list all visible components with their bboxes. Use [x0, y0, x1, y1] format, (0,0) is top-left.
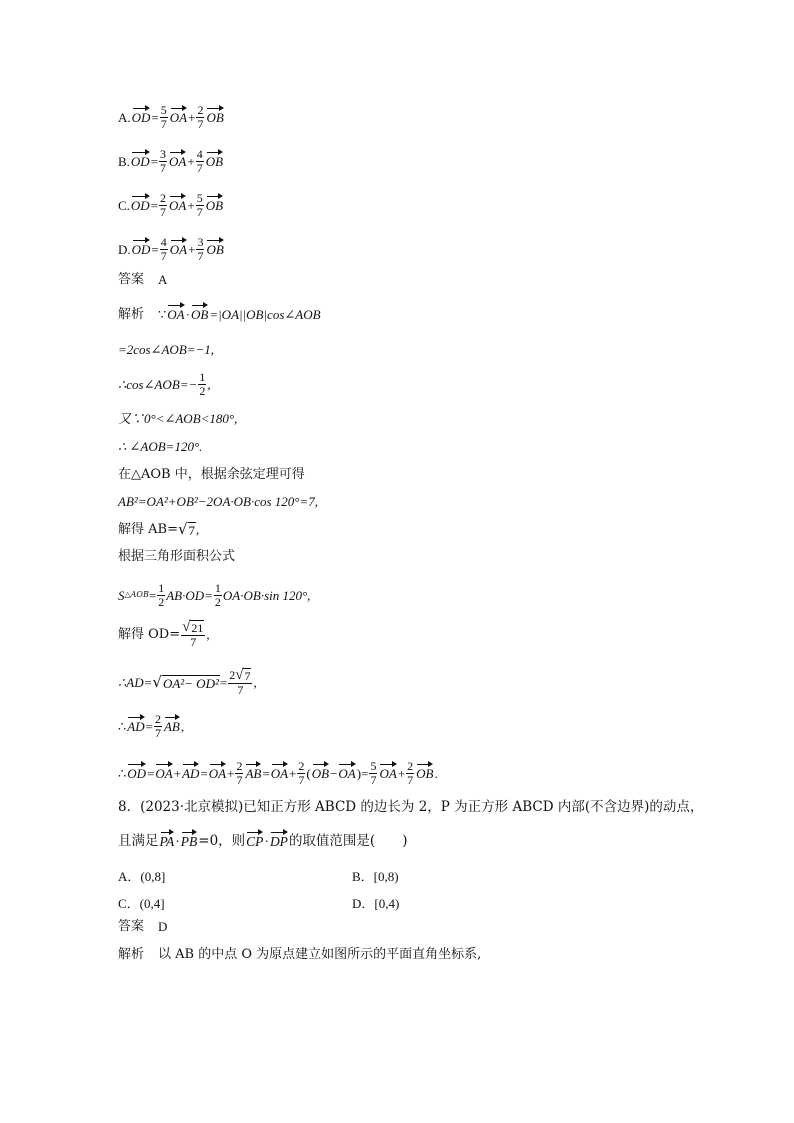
fraction: $\frac{1}{2}$	[214, 581, 221, 609]
vector-ad: AD	[127, 718, 145, 734]
fraction: $\frac{2}{7}$	[154, 712, 161, 740]
solution-line-8: 解得 AB= √ 7 ,	[118, 520, 200, 538]
vector-oa: OA	[169, 153, 187, 169]
option-c: C. OD = $\frac{2}{7}$ OA + $\frac{5}{7}$ OB	[118, 191, 224, 219]
fraction: $\frac{5}{7}$	[160, 103, 167, 131]
fraction: $\frac{1}{2}$	[199, 370, 206, 398]
vector-ob: OB	[205, 197, 224, 213]
vector-od: OD	[130, 197, 150, 213]
fraction: √ 21 7	[182, 619, 204, 649]
solution-line-12: ∴AD= √ OA²− OD² = 2 √ 7 7 ,	[118, 667, 257, 697]
solution-label: 解析	[118, 307, 145, 322]
problem-8-option-c: C．(0,4]	[118, 896, 165, 911]
solution-line-1: 解析 ∵ OA · OB =|OA||OB|cos∠AOB	[118, 307, 321, 322]
answer-value: D	[158, 919, 168, 934]
answer-label: 答案	[118, 272, 145, 287]
vector-ob: OB	[205, 153, 224, 169]
fraction: $\frac{3}{7}$	[160, 147, 167, 175]
answer-label: 答案	[118, 919, 145, 934]
solution-line-6: 在△AOB 中，根据余弦定理可得	[118, 467, 305, 482]
vector-oa: OA	[169, 241, 188, 257]
option-d-label: D.	[118, 241, 131, 257]
solution-line-14: ∴ OD = OA + AD = OA + $\frac{2}{7}$ AB = OA + $\frac{2}{7}$ ( OB − OA )= $\frac{5}{7}$ OA + $\frac{2}{7}$ OB .	[118, 759, 438, 787]
fraction: 2 √ 7 7	[229, 667, 251, 697]
vector-ob: OB	[190, 307, 209, 322]
vector-ob: OB	[206, 109, 224, 125]
fraction: $\frac{1}{2}$	[158, 581, 165, 609]
problem-8-option-a: A．(0,8]	[118, 869, 166, 884]
vector-od: OD	[131, 241, 151, 257]
problem-8-option-d: D．[0,4)	[352, 896, 400, 911]
vector-dp: DP	[269, 834, 288, 849]
solution-line-5: ∴ ∠AOB=120°.	[118, 439, 203, 454]
equation-text: =|OA||OB|cos∠AOB	[209, 307, 321, 322]
vector-pa: PA	[159, 834, 175, 849]
vector-pb: PB	[180, 834, 198, 849]
option-a-label: A.	[118, 109, 131, 125]
fraction: $\frac{5}{7}$	[196, 191, 203, 219]
problem-8-line-2: 且满足 PA · PB =0，则 CP · DP 的取值范围是( )	[118, 833, 408, 849]
vector-od: OD	[130, 153, 150, 169]
answer-line-2	[118, 920, 167, 933]
option-c-label: C.	[118, 197, 130, 213]
option-a: A. OD = $\frac{5}{7}$ OA + $\frac{2}{7}$ OB	[118, 103, 224, 131]
vector-ab: AB	[163, 718, 180, 734]
solution-line-13: ∴ AD = $\frac{2}{7}$ AB ,	[118, 712, 185, 740]
fraction: $\frac{3}{7}$	[197, 235, 204, 263]
solution-line-7: AB²=OA²+OB²−2OA·OB·cos 120°=7,	[118, 494, 319, 509]
solution-line-11: 解得 OD= √ 21 7 ,	[118, 619, 210, 649]
solution-line-9: 根据三角形面积公式	[118, 549, 236, 564]
answer-value: A	[158, 272, 168, 287]
option-b-label: B.	[118, 153, 130, 169]
fraction: $\frac{2}{7}$	[407, 759, 414, 787]
solution-line-3: ∴cos∠AOB=− $\frac{1}{2}$ ,	[118, 370, 211, 398]
vector-ob: OB	[206, 241, 224, 257]
problem-8-option-b: B．[0,8)	[352, 869, 399, 884]
fraction: $\frac{4}{7}$	[196, 147, 203, 175]
vector-cp: CP	[246, 834, 264, 849]
solution-label: 解析	[118, 947, 145, 962]
answer-line	[118, 273, 167, 286]
vector-oa: OA	[169, 109, 188, 125]
sqrt: √ 7	[177, 520, 196, 538]
vector-od: OD	[131, 109, 151, 125]
vector-oa: OA	[169, 197, 187, 213]
fraction: $\frac{4}{7}$	[160, 235, 167, 263]
fraction: $\frac{2}{7}$	[298, 759, 305, 787]
option-b: B. OD = $\frac{3}{7}$ OA + $\frac{4}{7}$ OB	[118, 147, 224, 175]
fraction: $\frac{2}{7}$	[160, 191, 167, 219]
option-d: D. OD = $\frac{4}{7}$ OA + $\frac{3}{7}$ OB	[118, 235, 224, 263]
solution-line-2: =2cos∠AOB=−1,	[118, 342, 215, 357]
vector-oa: OA	[167, 307, 185, 322]
sqrt: √ OA²− OD²	[152, 672, 219, 691]
fraction: $\frac{5}{7}$	[370, 759, 377, 787]
solution-2-line-1: 解析 以 AB 的中点 O 为原点建立如图所示的平面直角坐标系,	[118, 947, 482, 962]
fraction: $\frac{2}{7}$	[236, 759, 243, 787]
problem-8-line-1: 8．(2023·北京模拟)已知正方形 ABCD 的边长为 2，P 为正方形 ABCD 内部(不含边界)的动点，	[118, 799, 704, 815]
fraction: $\frac{2}{7}$	[197, 103, 204, 131]
solution-line-4: 又∵0°<∠AOB<180°,	[118, 411, 238, 426]
solution-line-10: S △AOB = $\frac{1}{2}$ AB·OD= $\frac{1}{2}$ OA·OB·sin 120°,	[118, 581, 311, 609]
